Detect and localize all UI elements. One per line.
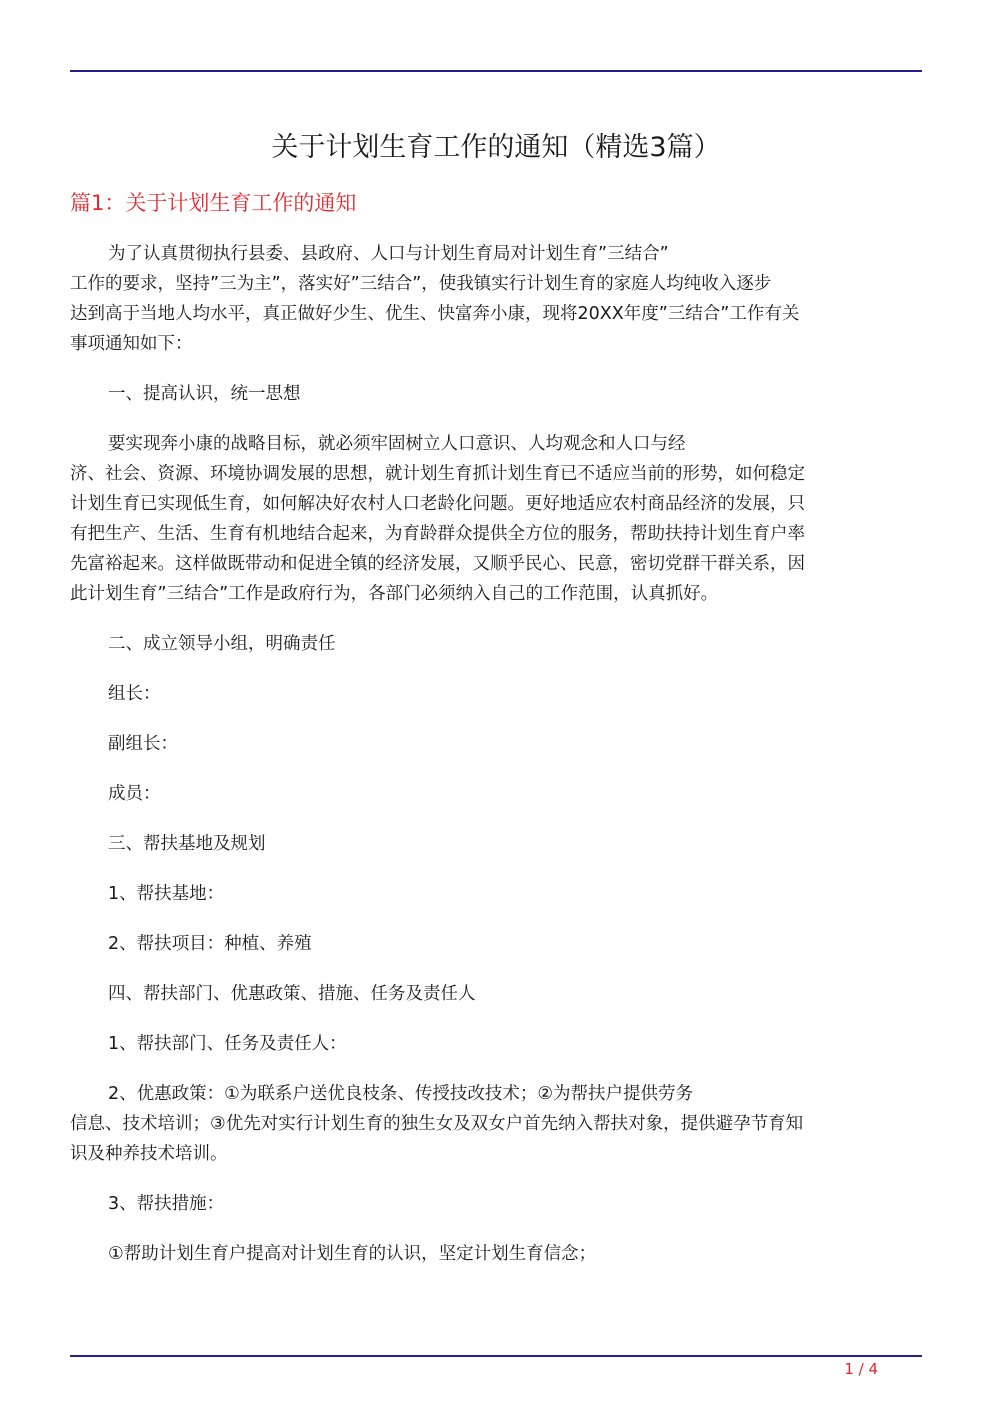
paragraph-line: 1、帮扶部门、任务及责任人：	[108, 1034, 347, 1054]
body-paragraph	[70, 1239, 922, 1269]
paragraph-line: 信息、技术培训；③优先对实行计划生育的独生女及双女户首先纳入帮扶对象，提供避孕节育知	[70, 1114, 804, 1134]
section-heading: 篇1：关于计划生育工作的通知	[70, 191, 357, 215]
body-paragraph	[70, 679, 922, 709]
document-body	[70, 239, 922, 1289]
paragraph-line: 2、优惠政策：①为联系户送优良枝条、传授技改技术；②为帮扶户提供劳务	[108, 1084, 694, 1104]
paragraph-line: ①帮助计划生育户提高对计划生育的认识，坚定计划生育信念；	[108, 1244, 597, 1264]
paragraph-line: 一、提高认识，统一思想	[108, 384, 301, 404]
paragraph-line: 二、成立领导小组，明确责任	[108, 634, 336, 654]
paragraph-line: 2、帮扶项目：种植、养殖	[108, 934, 312, 954]
paragraph-line: 为了认真贯彻执行县委、县政府、人口与计划生育局对计划生育”三结合”	[108, 244, 669, 264]
body-paragraph	[70, 729, 922, 759]
body-paragraph	[70, 1189, 922, 1219]
paragraph-line: 事项通知如下：	[70, 334, 193, 354]
body-paragraph	[70, 379, 922, 409]
body-paragraph	[70, 779, 922, 809]
body-paragraph	[70, 829, 922, 859]
paragraph-line: 要实现奔小康的战略目标，就必须牢固树立人口意识、人均观念和人口与经	[108, 434, 686, 454]
paragraph-line: 有把生产、生活、生育有机地结合起来，为育龄群众提供全方位的服务，帮助扶持计划生育户率	[70, 524, 805, 544]
paragraph-line: 1、帮扶基地：	[108, 884, 225, 904]
paragraph-line: 此计划生育”三结合”工作是政府行为，各部门必须纳入自己的工作范围，认真抓好。	[70, 584, 719, 604]
body-paragraph	[70, 979, 922, 1009]
body-paragraph	[70, 1079, 922, 1169]
body-paragraph	[70, 239, 922, 359]
paragraph-line: 三、帮扶基地及规划	[108, 834, 266, 854]
body-paragraph	[70, 629, 922, 659]
footer-rule	[70, 1355, 922, 1357]
paragraph-line: 3、帮扶措施：	[108, 1194, 225, 1214]
body-paragraph	[70, 1029, 922, 1059]
paragraph-line: 工作的要求，坚持”三为主”，落实好”三结合”，使我镇实行计划生育的家庭人均纯收入逐步	[70, 274, 772, 294]
paragraph-line: 先富裕起来。这样做既带动和促进全镇的经济发展，又顺乎民心、民意，密切党群干群关系，因	[70, 554, 805, 574]
paragraph-line: 济、社会、资源、环境协调发展的思想，就计划生育抓计划生育已不适应当前的形势，如何稳定	[70, 464, 805, 484]
document-title: 关于计划生育工作的通知（精选3篇）	[271, 132, 721, 163]
paragraph-line: 计划生育已实现低生育，如何解决好农村人口老龄化问题。更好地适应农村商品经济的发展，只	[70, 494, 805, 514]
body-paragraph	[70, 429, 922, 609]
header-rule	[70, 70, 922, 72]
body-paragraph	[70, 879, 922, 909]
paragraph-line: 识及种养技术培训。	[70, 1144, 228, 1164]
paragraph-line: 四、帮扶部门、优惠政策、措施、任务及责任人	[108, 984, 476, 1004]
body-paragraph	[70, 929, 922, 959]
paragraph-line: 副组长：	[108, 734, 178, 754]
paragraph-line: 达到高于当地人均水平，真正做好少生、优生、快富奔小康，现将20XX年度”三结合”工作有关	[70, 304, 800, 324]
paragraph-line: 组长：	[108, 684, 161, 704]
paragraph-line: 成员：	[108, 784, 161, 804]
page-number: 1 / 4	[844, 1360, 878, 1378]
